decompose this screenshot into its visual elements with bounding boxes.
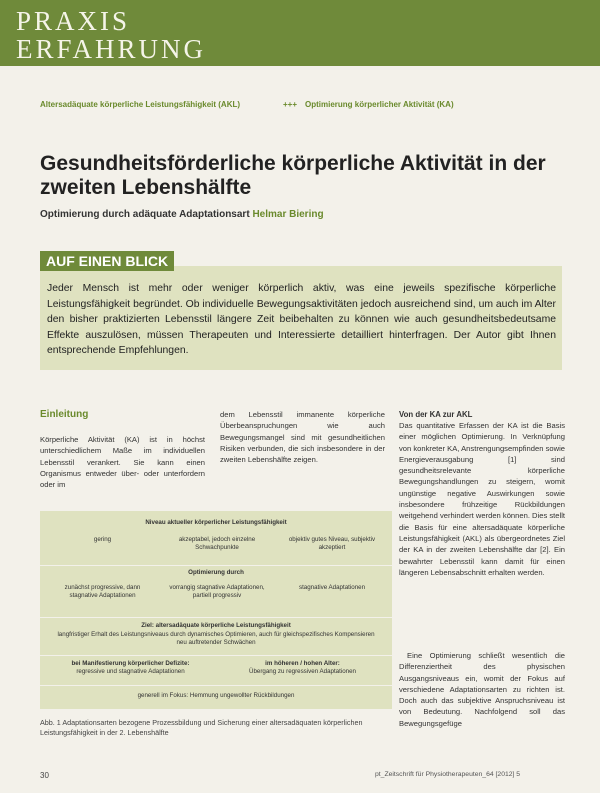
- fig-divider: [40, 565, 392, 566]
- page-number: 30: [40, 771, 49, 780]
- article-subtitle: [40, 209, 324, 220]
- summary-label: AUF EINEN BLICK: [40, 251, 174, 271]
- subtitle-text: Optimierung durch adäquate Adaptationsart: [40, 209, 250, 220]
- fig-divider: [40, 685, 392, 686]
- intro-text-col2: dem Lebensstil immanente körperliche Überbeanspruchungen wie auch Bewegungsmangel sind mit gesundheitlichen Risiken verbunden, die sich insbesondere in der zweiten Lebenshälfte zeigen.: [220, 410, 385, 465]
- section-header-line2: ERFAHRUNG: [16, 34, 207, 64]
- breadcrumb-separator: +++: [283, 100, 298, 109]
- breadcrumb-left: Altersadäquate körperliche Leistungsfähigkeit (AKL): [40, 100, 241, 109]
- breadcrumb-right: Optimierung körperlicher Aktivität (KA): [305, 100, 454, 109]
- summary-text: Jeder Mensch ist mehr oder weniger körperlich aktiv, was eine jeweils spezifische körperliche Leistungsfähigkeit begründet. Ob individuelle Bewegungsaktivitäten jedoch ausreichend sind, um auch im Alter den bisher praktizierten Lebensstil längere Zeit beibehalten zu können wie auch gesundheitsbedeutsame Effekte auszulösen, müssen Therapeuten und Interessierte detailliert hinterfragen. Der Autor gibt Ihnen entsprechende Empfehlungen.: [47, 283, 556, 357]
- fig-deficit-text: regressive und stagnative Adaptationen: [76, 668, 185, 675]
- right-col-text: Das quantitative Erfassen der KA ist die Basis einer möglichen Optimierung. In Verknüpfung von konkreter KA, Anstrengungsempfinden sowie Energieverausgabung [1] sind gesundheitsrelevante körperliche Bewegungshandlungen zu steigern, womit ungünstige negative Auswirkungen sowie insbesondere frühzeitige Rückbildungen weitgehend verhindert werden können. Dies stellt die Basis für eine altersadäquate körperliche Leistungsfähigkeit (AKL) als übergeordnetes Ziel der KA in der zweiten Lebenshälfte dar [2]. Ein bewahrter Lebensstil kann damit für einen längeren Lebensabschnitt erhalten werden.: [399, 421, 565, 577]
- figure-caption: Abb. 1 Adaptationsarten bezogene Prozessbildung und Sicherung einer altersadäquaten körperlichen Leistungsfähigkeit in der 2. Lebenshälfte: [40, 718, 363, 737]
- fig-level-title: Niveau aktueller körperlicher Leistungsfähigkeit: [145, 519, 287, 526]
- section-header-line1: PRAXIS: [16, 6, 131, 36]
- fig-opt-1: zunächst progressive, dann stagnative Adaptationen: [64, 584, 141, 599]
- author-name: Helmar Biering: [252, 209, 324, 220]
- journal-footer: pt_Zeitschrift für Physiotherapeuten_64 [2012] 5: [375, 771, 521, 778]
- article-title: Gesundheitsförderliche körperliche Aktivität in der zweiten Lebenshälfte: [40, 152, 546, 199]
- right-col-heading: Von der KA zur AKL: [399, 410, 473, 419]
- figure-diagram: [40, 511, 392, 709]
- fig-goal-title: Ziel: altersadäquate körperliche Leistungsfähigkeit: [141, 622, 291, 629]
- fig-opt-3: stagnative Adaptationen: [298, 584, 366, 591]
- summary-box: [40, 266, 562, 370]
- fig-age-title: im höheren / hohen Alter:: [265, 660, 340, 667]
- fig-focus: generell im Fokus: Hemmung ungewollter Rückbildungen: [137, 692, 295, 699]
- fig-goal-text: langfristiger Erhalt des Leistungsniveaus durch dynamisches Optimieren, auch für gleichspezifisches Kompensieren neu auftretender Schwächen: [57, 631, 375, 646]
- intro-heading: Einleitung: [40, 409, 89, 420]
- fig-divider: [40, 655, 392, 656]
- fig-level-high: objektiv gutes Niveau, subjektiv akzeptiert: [288, 536, 376, 551]
- fig-divider: [40, 617, 392, 618]
- fig-deficit-title: bei Manifestierung körperlicher Defizite:: [71, 660, 190, 667]
- section-header-band: [0, 0, 600, 66]
- fig-level-low: gering: [93, 536, 112, 543]
- intro-text-col1: Körperliche Aktivität (KA) ist in höchst unterschiedlichem Maße im individuellen Lebensstil verankert. Sie kann einen Organismus entweder über- oder unterfordern oder im: [40, 435, 205, 490]
- fig-opt-title: Optimierung durch: [188, 569, 244, 576]
- fig-age-text: Übergang zu regressiven Adaptationen: [249, 668, 356, 675]
- fig-level-mid: akzeptabel, jedoch einzelne Schwachpunkte: [178, 536, 256, 551]
- fig-opt-2: vorrangig stagnative Adaptationen, partiell progressiv: [169, 584, 265, 599]
- right-col-text-2: Eine Optimierung schließt wesentlich die Differenziertheit des physischen Ausgangsniveaus ein, womit der Fokus auf verschiedene Adaptationsarten zu richten ist. Doch auch das subjektive Anspruchsniveau ist von Bedeutung. Nachfolgend soll das Bewegungsgefüge: [399, 651, 565, 728]
